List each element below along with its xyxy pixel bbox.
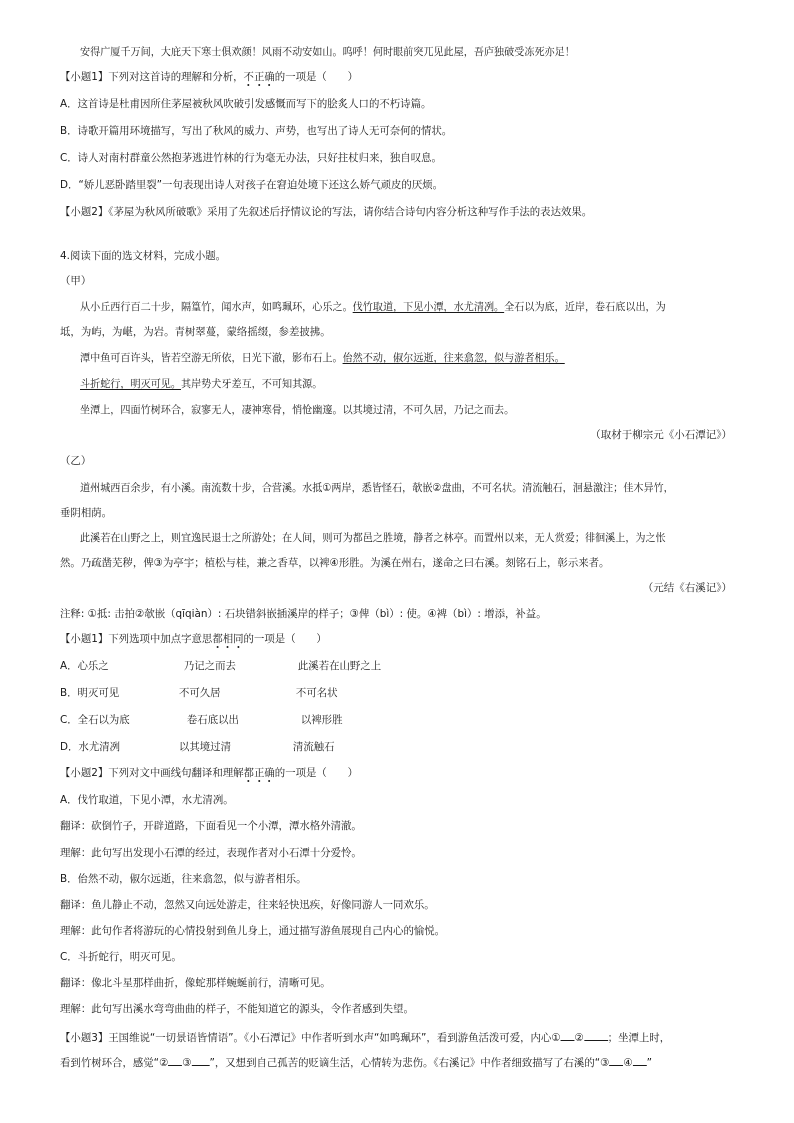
q4-sub2-item: C．斗折蛇行，明灭可见。: [60, 951, 182, 963]
yi-para1-line1: 道州城西百余步，有小溪。南流数十步，合营溪。水抵①两岸，悉皆怪石，欹嵌②盘曲，不可名状。清流触石，洄悬激注；佳木异竹，: [80, 482, 674, 494]
dotted-character: 正: [253, 767, 265, 779]
emphasis-dots: [244, 767, 275, 779]
emphasis-dots: [244, 71, 275, 83]
jia-para4: 坐潭上，四面竹树环合，寂寥无人，凄神寒骨，悄怆幽邃。以其境过清，不可久居，乃记之而去。: [80, 404, 515, 416]
dotted-character: 相: [222, 633, 234, 645]
q3-option-b: B．诗歌开篇用环境描写，写出了秋风的威力、声势，也写出了诗人无可奈何的情状。: [60, 125, 453, 137]
q4-sub2-item: 理解：此句写出溪水弯弯曲曲的样子，不能知道它的源头，令作者感到失望。: [60, 1003, 414, 1015]
poem-tail: 安得广厦千万间，大庇天下寒士俱欢颜！风雨不动安如山。呜呼！何时眼前突兀见此屋，吾庐独破受冻死亦足！: [80, 46, 575, 58]
fill-blank[interactable]: [168, 1053, 182, 1066]
dotted-character: 同: [233, 633, 244, 645]
q3-option-a: A．这首诗是杜甫因所住茅屋被秋风吹破引发感慨而写下的脍炙人口的不朽诗篇。: [60, 98, 432, 110]
q4-sub3-line1: 【小题3】王国维说“一切景语皆情语”。《小石潭记》中作者听到水声“如鸣珮环”，看到游鱼活泼可爱，内心① ② ；坐潭上时，: [60, 1028, 734, 1046]
q3-sub2-stem: 【小题2】《茅屋为秋风所破歌》采用了先叙述后抒情议论的写法，请你结合诗句内容分析这种写作手法的表达效果。: [60, 206, 593, 218]
q4-sub1-option-d: D．水尤清冽 以其境过清 清流触石: [60, 741, 335, 753]
jia-label: （甲）: [60, 275, 92, 287]
fill-blank[interactable]: [609, 1053, 623, 1066]
footnote: 注释: ①抵: 击拍②欹嵌（qīqiàn）: 石块错斜嵌插溪岸的样子；③俾（bì）: 使。④裨（bì）: 增添，补益。: [60, 608, 547, 620]
yi-label: （乙）: [60, 455, 92, 467]
q4-sub3-line2: 看到竹树环合，感觉“② ③ ”，又想到自己孤苦的贬谪生活，心情转为悲伤。《右溪记》中作者细致描写了右溪的“③ ④ ”: [60, 1053, 734, 1071]
q3-option-d: D．“娇儿恶卧踏里裂”一句表现出诗人对孩子在窘迫处境下还这么娇气顽皮的厌烦。: [60, 179, 444, 191]
yi-para2-line1: 此溪若在山野之上，则宜逸民退士之所游处；在人间，则可为都邑之胜境，静者之林亭。而置州以来，无人赏爱；徘徊溪上，为之怅: [80, 532, 666, 544]
q4-sub2-item: 翻译：鱼儿静止不动，忽然又向远处游走，往来轻快迅疾，好像同游人一同欢乐。: [60, 899, 435, 911]
underlined-sentence-a: 伐竹取道，下见小潭，水尤清冽。: [352, 301, 505, 313]
q4-sub2-item: 理解：此句写出发现小石潭的经过，表现作者对小石潭十分爱怜。: [60, 847, 362, 859]
emphasis-dots: [212, 633, 243, 645]
underlined-sentence-c: 斗折蛇行，明灭可见。: [80, 378, 181, 390]
q4-sub2-item: A．伐竹取道，下见小潭，水尤清冽。: [60, 794, 234, 806]
q4-sub1-option-a: A．心乐之 乃记之而去 此溪若在山野之上: [60, 660, 382, 672]
q4-sub1-stem: 【小题1】下列选项中加点字意思都相同的一项是（ ）: [60, 633, 327, 645]
q4-stem: 4.阅读下面的选文材料，完成小题。: [60, 250, 227, 262]
q4-sub2-stem: 【小题2】下列对文中画线句翻译和理解都正确的一项是（ ）: [60, 767, 359, 779]
jia-para1-line2: 坻，为屿，为嵁，为岩。青树翠蔓，蒙络摇缀，参差披拂。: [60, 326, 331, 338]
dotted-character: 正: [253, 71, 265, 83]
yi-para1-line2: 垂阴相荫。: [60, 507, 113, 519]
q3-sub1-stem: 【小题1】下列对这首诗的理解和分析，不正确的一项是（ ）: [60, 71, 359, 83]
dotted-character: 确: [264, 767, 275, 779]
yi-source: （元结《右溪记》）: [642, 582, 732, 594]
q4-sub1-option-b: B．明灭可见 不可久居 不可名状: [60, 687, 338, 699]
fill-blank[interactable]: [633, 1053, 647, 1066]
jia-para2: 潭中鱼可百许头，皆若空游无所依，日光下澈，影布石上。佁然不动，俶尔远逝，往来翕忽，似与游者相乐。: [80, 352, 565, 364]
underlined-sentence-b: 佁然不动，俶尔远逝，往来翕忽，似与游者相乐。: [342, 352, 565, 364]
dotted-character: 都: [212, 633, 223, 645]
q4-sub1-option-c: C．全石以为底 卷石底以出 以裨形胜: [60, 714, 343, 726]
dotted-character: 都: [243, 767, 254, 779]
fill-blank[interactable]: [561, 1028, 575, 1041]
jia-source: （取材于柳宗元《小石潭记》）: [590, 429, 732, 441]
q4-sub2-item: 翻译：像北斗星那样曲折，像蛇那样蜿蜒前行，清晰可见。: [60, 977, 331, 989]
jia-para1-line1: 从小丘西行百二十步，隔篁竹，闻水声，如鸣珮环，心乐之。伐竹取道，下见小潭，水尤清冽。全石以为底，近岸，卷石底以出，为: [80, 301, 666, 313]
yi-para2-line2: 然。乃疏凿芜秽，俾③为亭宇；植松与桂，兼之香草，以裨④形胜。为溪在州右，遂命之曰右溪。刻铭石上，彰示来者。: [60, 557, 610, 569]
jia-para3: 斗折蛇行，明灭可见。其岸势犬牙差互，不可知其源。: [80, 378, 323, 390]
q3-option-c: C．诗人对南村群童公然抱茅逃进竹林的行为毫无办法，只好拄杖归来，独自叹息。: [60, 152, 442, 164]
q4-sub2-item: 翻译：砍倒竹子，开辟道路，下面看见一个小潭，潭水格外清澈。: [60, 820, 362, 832]
q4-sub2-item: B．佁然不动，俶尔远逝，往来翕忽，似与游者相乐。: [60, 873, 307, 885]
fill-blank[interactable]: [584, 1028, 608, 1041]
fill-blank[interactable]: [192, 1053, 210, 1066]
dotted-character: 确: [264, 71, 275, 83]
dotted-character: 不: [243, 71, 254, 83]
q4-sub2-item: 理解：此句作者将游玩的心情投射到鱼儿身上，通过描写游鱼展现自己内心的愉悦。: [60, 925, 446, 937]
